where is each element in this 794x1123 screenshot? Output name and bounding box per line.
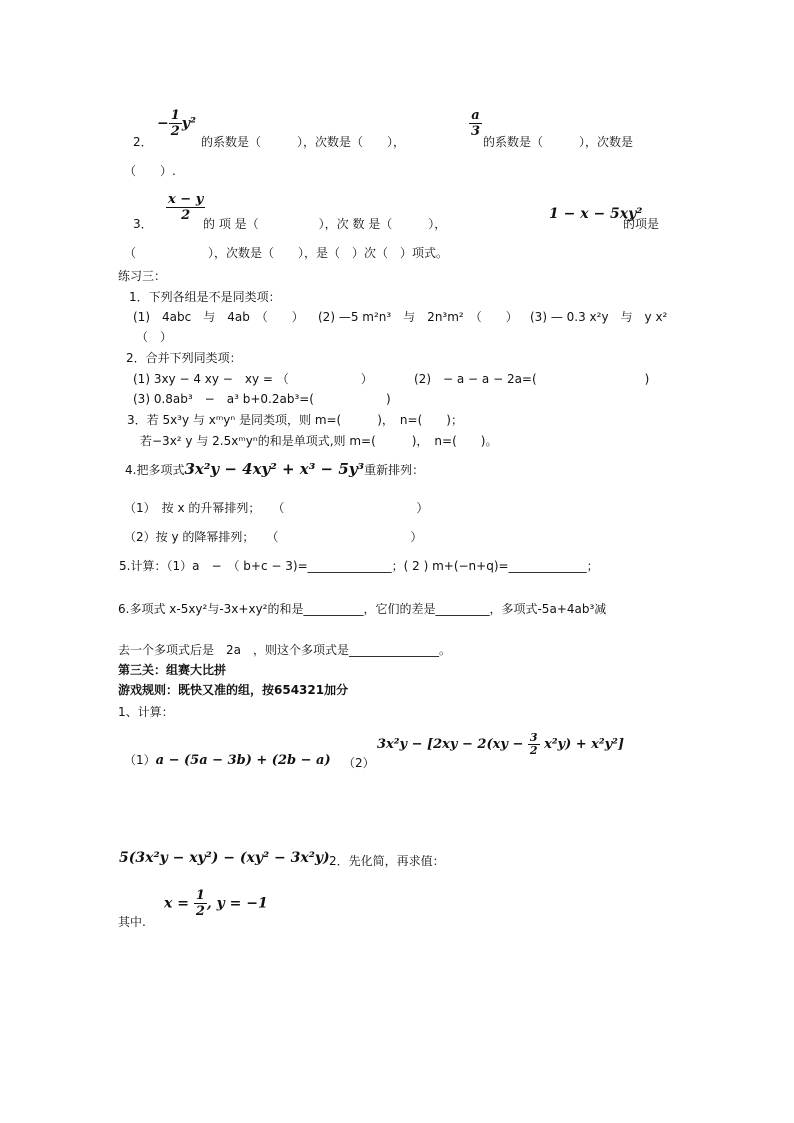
calc-1-label: （1） bbox=[124, 753, 156, 767]
ex3-p1b: (2) —5 m²n³ 与 2n³m² （ ） bbox=[318, 310, 518, 324]
simplify-expr: 5(3x²y − xy²) − (xy² − 3x²y) bbox=[119, 850, 330, 866]
ex3-p4a: （1） 按 x 的升幂排列； （ ） bbox=[124, 501, 429, 515]
calc-2-label: （2） bbox=[343, 756, 375, 770]
q3-expr2: 1 − x − 5xy² bbox=[549, 206, 643, 222]
ex3-p2a: (1) 3xy − 4 xy − xy = （ ） bbox=[133, 372, 373, 386]
ex3-p1d: （ ） bbox=[136, 330, 173, 344]
ex3-p3a: 3．若 5x³y 与 xᵐyⁿ 是同类项，则 m=( )， n=( )； bbox=[127, 413, 463, 427]
q3-number: 3． bbox=[133, 217, 153, 231]
ex3-p2c: (3) 0.8ab³ − a³ b+0.2ab³=( ) bbox=[133, 392, 391, 406]
ex3-p1: 1．下列各组是不是同类项： bbox=[129, 290, 281, 304]
ex3-p6a: 6.多项式 x-5xy²与-3x+xy²的和是__________，它们的差是_________，多项式-5a+4ab³减 bbox=[118, 602, 607, 616]
q2-line2: （ ）. bbox=[124, 164, 176, 178]
calc-2-expr: 3x²y − [2xy − 2(xy − $\frac{3}{2}$ x²y) + x²y²] bbox=[377, 731, 625, 757]
q2-expr2: $\frac{a}{3}$ bbox=[471, 108, 481, 139]
ex3-p1c: (3) — 0.3 x²y 与 y x² bbox=[530, 310, 668, 324]
q2-coef-text: 的系数是（ ），次数是（ ）， bbox=[201, 135, 406, 149]
ex3-p4-post: 重新排列： bbox=[364, 463, 425, 477]
ex3-p4 bbox=[125, 462, 424, 477]
q2-coef-text2: 的系数是（ ），次数是 bbox=[483, 135, 634, 149]
ex3-p6b: 去一个多项式后是 2a ，则这个多项式是_______________。 bbox=[118, 643, 451, 657]
ex3-p5: 5.计算：（1）a − （ b+c − 3)=______________；( 2 ) m+(−n+q)=_____________； bbox=[119, 559, 599, 573]
ex3-p3b: 若−3x² y 与 2.5xᵐyⁿ的和是单项式,则 m=( )， n=( )。 bbox=[140, 434, 498, 448]
q3-text2: 的项是 bbox=[623, 217, 660, 231]
ex3-p2b: (2) − a − a − 2a=( ) bbox=[414, 372, 650, 386]
q2-expr1: − $\frac{1}{2}$ y² bbox=[157, 108, 197, 139]
ex3-p4-expr: 3x²y − 4xy² + x³ − 5y³ bbox=[184, 460, 365, 478]
ex3-p2: 2．合并下列同类项： bbox=[126, 351, 242, 365]
section3-rule: 游戏规则：既快又准的组，按654321加分 bbox=[118, 683, 349, 697]
calc-1 bbox=[124, 754, 331, 767]
simplify-label: 2．先化简，再求值： bbox=[329, 854, 445, 868]
calc-1-expr: a − (5a − 3b) + (2b − a) bbox=[155, 753, 331, 768]
section3-calc: 1、计算： bbox=[118, 705, 174, 719]
q3-line2: （ ），次数是（ ），是（ ）次（ ）项式。 bbox=[124, 246, 449, 260]
q2-number: 2． bbox=[133, 135, 153, 149]
q3-expr1: $\frac{x - y}{2}$ bbox=[168, 192, 204, 223]
exercise3-title: 练习三： bbox=[118, 269, 167, 283]
ex3-p4-pre: 4.把多项式 bbox=[125, 463, 185, 477]
ex3-p1a: (1) 4abc 与 4ab （ ） bbox=[133, 310, 304, 324]
section3-title: 第三关：组赛大比拼 bbox=[118, 663, 227, 677]
q3-text1: 的 项 是（ ），次 数 是（ ）， bbox=[203, 217, 447, 231]
where-values: x = $\frac{1}{2}$ , y = −1 bbox=[164, 888, 268, 919]
ex3-p4b: （2）按 y 的降幂排列； （ ） bbox=[124, 530, 423, 544]
where-label: 其中. bbox=[118, 915, 146, 929]
